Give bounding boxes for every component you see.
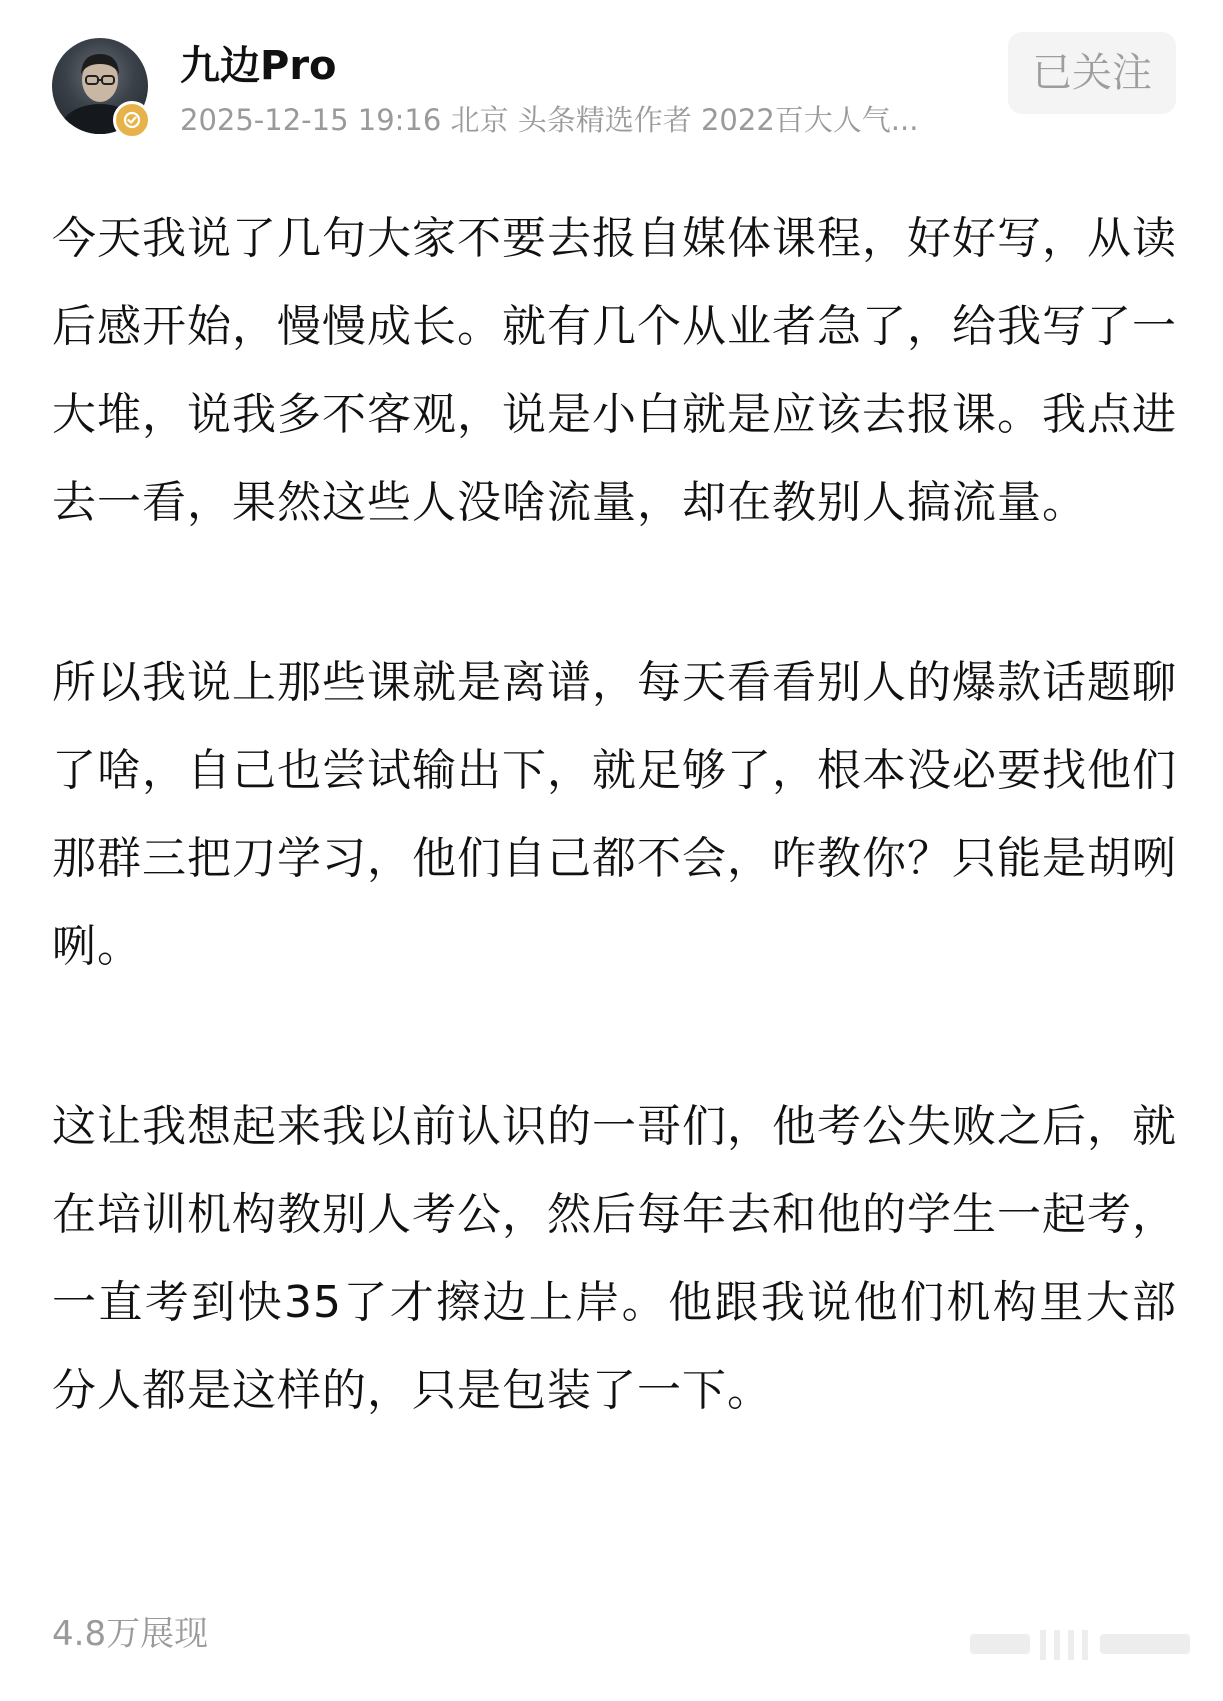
author-name[interactable]: 九边Pro <box>180 43 337 89</box>
post-meta: 2025-12-15 19:16 北京 头条精选作者 2022百大人气... <box>180 103 919 137</box>
paragraph: 所以我说上那些课就是离谱，每天看看别人的爆款话题聊了啥，自己也尝试输出下，就足够了，根本没必要找他们那群三把刀学习，他们自己都不会，咋教你？只能是胡咧咧。 <box>52 657 1177 972</box>
paragraph: 这让我想起来我以前认识的一哥们，他考公失败之后，就在培训机构教别人考公，然后每年去和他的学生一起考，一直考到快35了才擦边上岸。他跟我说他们机构里大部分人都是这样的，只是包装了一下。 <box>52 1101 1177 1416</box>
view-count: 4.8万展现 <box>52 1614 209 1654</box>
paragraph: 今天我说了几句大家不要去报自媒体课程，好好写，从读后感开始，慢慢成长。就有几个从业者急了，给我写了一大堆，说我多不客观，说是小白就是应该去报课。我点进去一看，果然这些人没啥流量，却在教别人搞流量。 <box>52 213 1177 528</box>
watermark-logo-icon <box>960 1620 1200 1670</box>
follow-button[interactable]: 已关注 <box>1008 32 1176 114</box>
verified-badge-icon <box>113 101 151 139</box>
post-body <box>52 195 1177 1435</box>
post-header <box>0 0 1223 150</box>
